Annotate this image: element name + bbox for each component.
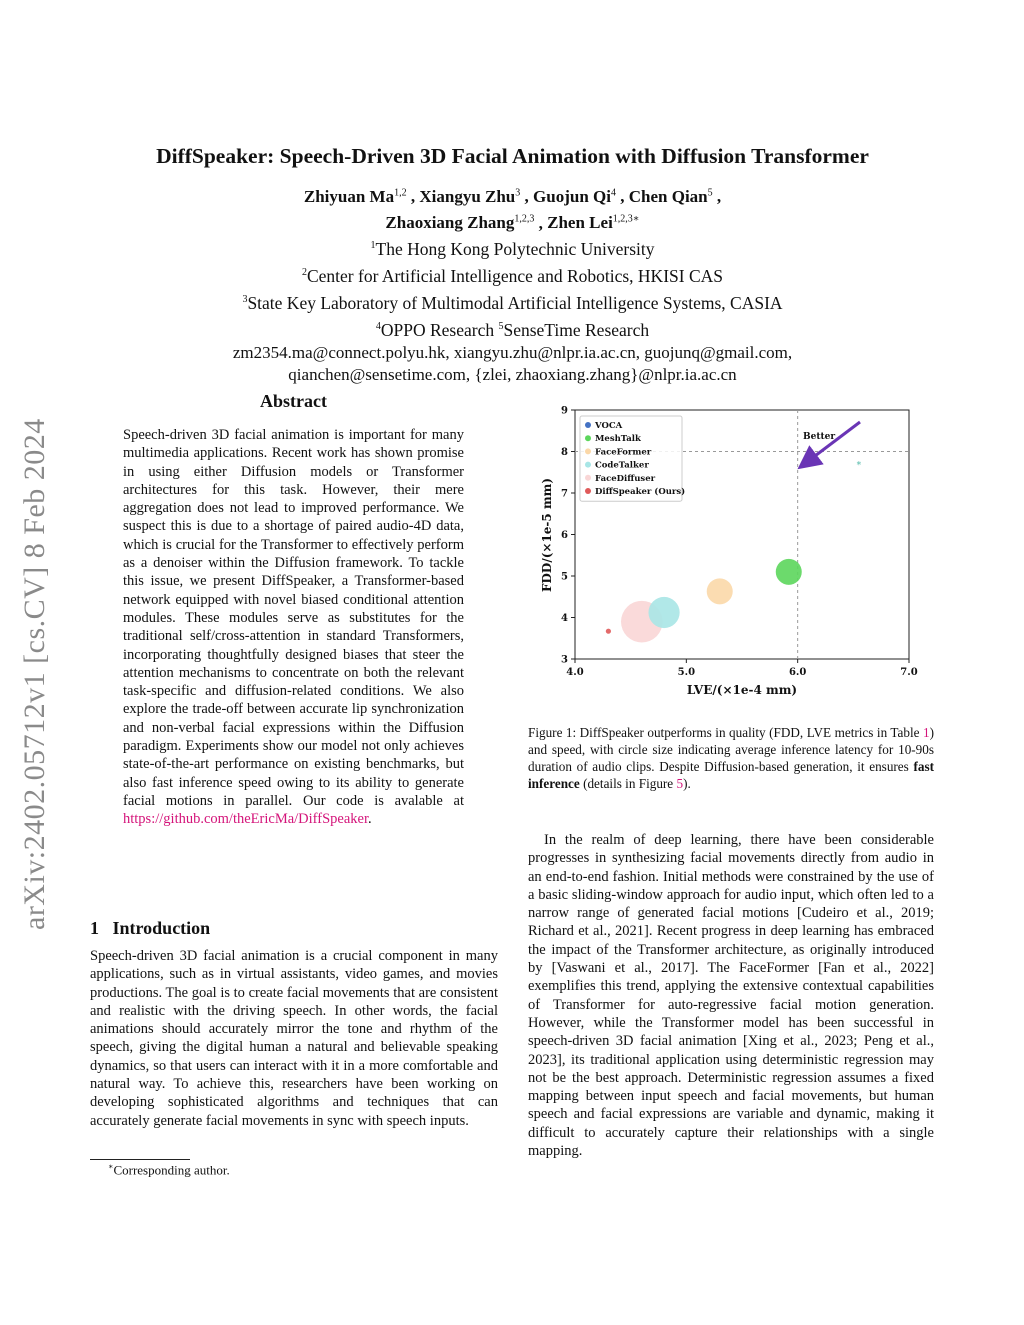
data-point xyxy=(776,559,802,585)
better-arrow xyxy=(807,422,860,462)
arxiv-stamp: arXiv:2402.05712v1 [cs.CV] 8 Feb 2024 xyxy=(18,418,51,930)
data-point xyxy=(606,629,611,634)
author: Zhen Lei$^{1,2,3∗}$ xyxy=(547,213,640,233)
footnote: ∗Corresponding author. xyxy=(108,1162,230,1178)
affiliation: $^3$State Key Laboratory of Multimodal Artificial Intelligence Systems, CASIA xyxy=(242,292,783,313)
code-link[interactable]: https://github.com/theEricMa/DiffSpeaker xyxy=(123,811,368,828)
figure-ref-link[interactable]: 5 xyxy=(676,776,684,791)
author: Guojun Qi$^4$ xyxy=(533,186,616,206)
legend-label: FaceFormer xyxy=(595,447,652,458)
section-heading: 1 Introduction xyxy=(90,918,211,938)
x-tick-label: 7.0 xyxy=(900,667,918,678)
email-line: zm2354.ma@connect.polyu.hk, xiangyu.zhu@nlpr.ia.ac.cn, guojunq@gmail.com, xyxy=(232,342,793,362)
legend-label: FaceDiffuser xyxy=(595,473,656,484)
paper-title: DiffSpeaker: Speech-Driven 3D Facial Animation with Diffusion Transformer xyxy=(156,144,869,168)
author: Zhaoxiang Zhang$^{1,2,3}$ xyxy=(385,213,535,233)
data-point xyxy=(648,597,679,628)
scatter-plot xyxy=(530,398,930,703)
legend-marker xyxy=(585,448,591,454)
affiliation: $^1$The Hong Kong Polytechnic University xyxy=(370,239,655,260)
y-axis-label: FDD/(×1e-5 mm) xyxy=(540,477,554,593)
figure-caption: Figure 1: DiffSpeaker outperforms in quality (FDD, LVE metrics in Table 1) and speed, with circle size indicating average inference latency for 10-90s duration of audio clips. Despite Diffusion-based generation, it ensures fast inference (details in Figure 5). xyxy=(528,725,934,791)
data-point xyxy=(707,578,733,604)
author: Zhiyuan Ma$^{1,2}$ xyxy=(303,186,407,206)
footnote-divider xyxy=(90,1159,190,1160)
y-tick-label: 9 xyxy=(561,405,568,417)
legend-label: DiffSpeaker (Ours) xyxy=(595,487,686,497)
x-tick-label: 4.0 xyxy=(566,667,584,678)
paper-header xyxy=(90,144,935,386)
legend-marker xyxy=(585,422,591,428)
legend-marker xyxy=(585,488,591,494)
better-label: Better xyxy=(803,432,836,442)
intro-paragraph: Speech-driven 3D facial animation is a crucial component in many applications, such as in virtual assistants, video games, and movies productions. The goal is to create facial movements that are consistent and realistic with the driving speech. In other words, the facial animations should accurately mirror the tone and rhythm of the speech, giving the digital human a natural and believable speaking dynamics, so that users can interact with it in a more comfortable and natural way. To achieve this, researchers have been working on developing sophisticated algorithms and techniques that can accurately generate facial movements in sync with speech inputs. xyxy=(90,948,498,1129)
email-line: qianchen@sensetime.com, {zlei, zhaoxiang.zhang}@nlpr.ia.ac.cn xyxy=(288,364,737,384)
legend-label: MeshTalk xyxy=(595,434,641,445)
y-tick-label: 4 xyxy=(561,613,568,624)
author-list: Zhiyuan Ma$^{1,2}$ , Xiangyu Zhu$^3$ , Guojun Qi$^4$ , Chen Qian$^5$ , Zhaoxiang Zhang$^{1,2,3}$ , Zhen Lei$^{1,2,3∗}$ xyxy=(303,186,722,233)
y-tick-label: 7 xyxy=(561,488,568,500)
x-tick-label: 5.0 xyxy=(677,667,696,678)
legend-marker xyxy=(585,475,591,481)
x-axis-label: LVE/(×1e-4 mm) xyxy=(686,683,798,697)
y-tick-label: 5 xyxy=(561,571,568,583)
table-ref-link[interactable]: 1 xyxy=(923,725,930,740)
x-tick-label: 6.0 xyxy=(788,667,807,678)
data-point-marker: * xyxy=(856,461,862,472)
legend-marker xyxy=(585,462,591,468)
legend-marker xyxy=(585,435,591,441)
y-tick-label: 8 xyxy=(561,447,568,458)
y-tick-label: 6 xyxy=(561,530,568,541)
legend-label: CodeTalker xyxy=(595,460,649,471)
affiliation: $^2$Center for Artificial Intelligence and Robotics, HKISI CAS xyxy=(301,265,724,286)
author: Xiangyu Zhu$^3$ xyxy=(419,186,521,206)
legend-label: VOCA xyxy=(595,421,623,431)
body-paragraph: In the realm of deep learning, there have been considerable progresses in synthesizing facial movements directly from audio in an end-to-end fashion. Initial methods were constrained by the use of a basic sliding-window approach for audio input, which often led to a narrow range of generated facial motions [Cudeiro et al., 2019; Richard et al., 2021]. Recent progress in deep learning has embraced the impact of the Transformer architecture, as originally introduced by [Vaswani et al., 2017]. The FaceFormer [Fan et al., 2022] exemplifies this trend, applying the extensive contextual capabilities of Transformer for auto-regressive facial motion generation. However, while the Transformer model has been successful in speech-driven 3D facial animation [Xing et al., 2023; Peng et al., 2023], its traditional application using deterministic regression may not be the best approach. Deterministic regression assumes a fixed mapping between input speech and facial movements, but human speech and facial expressions are variable and dynamic, making it difficult to accurately capture their relationships with a single mapping. xyxy=(528,832,934,1160)
abstract-body: Speech-driven 3D facial animation is important for many multimedia applications. Recent work has shown promise in using either Diffusion models or Transformer architectures for this task. However, their mere aggregation does not lead to improved performance. We suspect this is due to a shortage of paired audio-4D data, which is crucial for the Transformer to effectively perform as a denoiser within the Diffusion framework. To tackle this issue, we present DiffSpeaker, a Transformer-based network equipped with novel biased conditional attention modules. These modules serve as substitutes for the traditional self/cross-attention in standard Transformers, incorporating thoughtfully designed biases that steer the attention mechanisms to concentrate on both the relevant task-specific and diffusion-related conditions. We also explore the trade-off between accurate lip synchronization and non-verbal facial expressions within the Diffusion paradigm. Experiments show our model not only achieves state-of-the-art performance on existing benchmarks, but also fast inference speed owing to its ability to generate facial motions in parallel. Our code is avalable at https://github.com/theEricMa/DiffSpeaker. xyxy=(123,427,464,828)
y-tick-label: 3 xyxy=(561,654,568,666)
abstract-heading: Abstract xyxy=(260,391,327,411)
figure-1-chart xyxy=(530,398,930,703)
affiliation: $^4$OPPO Research $^5$SenseTime Research xyxy=(375,319,650,340)
author: Chen Qian$^5$ xyxy=(628,186,713,206)
